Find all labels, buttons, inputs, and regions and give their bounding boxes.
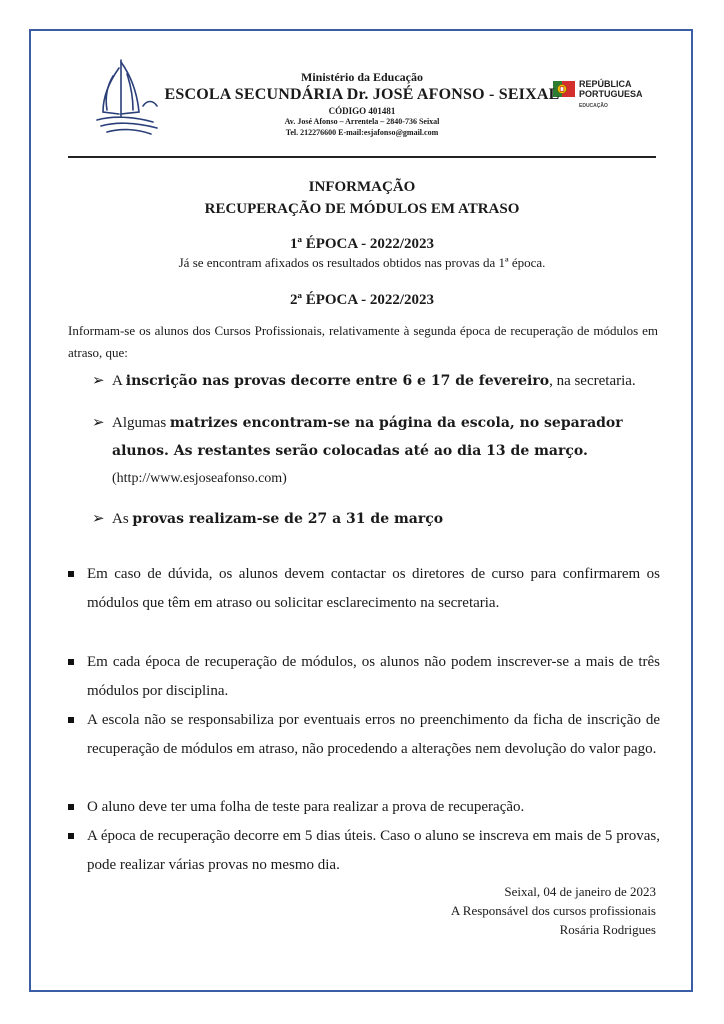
signature-place-date: Seixal, 04 de janeiro de 2023	[504, 884, 656, 899]
header-divider	[68, 156, 656, 158]
document-title: INFORMAÇÃO	[308, 179, 416, 195]
note-text: Em cada época de recuperação de módulos, os alunos não podem inscrever-se a mais de três módulos por disciplina.	[87, 654, 660, 699]
arrow-bullet-icon: ➢	[92, 415, 105, 431]
item2-bold: matrizes encontram-se na página da escola, no separador alunos. As restantes serão colocadas até ao dia 13 de março.	[112, 415, 623, 459]
arrow-bullet-icon: ➢	[92, 373, 105, 389]
note-text: O aluno deve ter uma folha de teste para realizar a prova de recuperação.	[87, 799, 525, 815]
arrow-item-exam-dates	[92, 505, 662, 533]
square-bullet-icon	[68, 804, 74, 810]
epoch2-heading: 2ª ÉPOCA - 2022/2023	[289, 292, 435, 308]
document-subtitle: RECUPERAÇÃO DE MÓDULOS EM ATRASO	[204, 201, 520, 217]
square-bullet-icon	[68, 717, 74, 723]
item2-pre: Algumas	[112, 415, 170, 431]
epoch2-intro: Informam-se os alunos dos Cursos Profissionais, relativamente à segunda época de recuperação de módulos em atraso, que:	[68, 323, 658, 360]
note-item	[68, 793, 660, 822]
square-bullet-icon	[68, 833, 74, 839]
square-bullet-icon	[68, 571, 74, 577]
note-item	[68, 822, 660, 880]
arrow-bullet-icon: ➢	[92, 511, 105, 527]
epoch1-text: Já se encontram afixados os resultados obtidos nas provas da 1ª época.	[178, 255, 546, 270]
republic-logo-text-2: PORTUGUESA	[579, 89, 643, 99]
arrow-item-matrices	[92, 409, 662, 465]
republic-logo-sub: EDUCAÇÃO	[579, 103, 608, 109]
school-website-link[interactable]: (http://www.esjoseafonso.com)	[112, 471, 287, 486]
ministry-name: Ministério da Educação	[301, 70, 423, 84]
note-item	[68, 560, 660, 618]
note-text: Em caso de dúvida, os alunos devem contactar os diretores de curso para confirmarem os módulos que têm em atraso ou solicitar esclarecimento na secretaria.	[87, 566, 660, 611]
signature-name: Rosária Rodrigues	[559, 922, 656, 937]
note-text: A época de recuperação decorre em 5 dias úteis. Caso o aluno se inscreva em mais de 5 provas, pode realizar várias provas no mesmo dia.	[87, 828, 660, 873]
school-contacts: Tel. 212276600 E-mail:esjafonso@gmail.com	[285, 128, 439, 137]
note-text: A escola não se responsabiliza por eventuais erros no preenchimento da ficha de inscrição de recuperação de módulos em atraso, não procedendo a alterações nem devolução do valor pago.	[87, 712, 660, 757]
item1-post: , na secretaria.	[549, 373, 636, 389]
epoch1-heading: 1ª ÉPOCA - 2022/2023	[289, 236, 435, 252]
note-item	[68, 706, 660, 764]
school-code: CÓDIGO 401481	[328, 106, 396, 116]
item1-bold: inscrição nas provas decorre entre 6 e 17 de fevereiro	[125, 373, 550, 389]
square-bullet-icon	[68, 659, 74, 665]
school-address: Av. José Afonso – Arrentela – 2840-736 Seixal	[284, 117, 440, 126]
school-name: ESCOLA SECUNDÁRIA Dr. JOSÉ AFONSO - SEIXAL	[164, 86, 560, 103]
note-item	[68, 648, 660, 706]
item3-bold: provas realizam-se de 27 a 31 de março	[132, 511, 444, 527]
signature-role: A Responsável dos cursos profissionais	[450, 903, 656, 918]
arrow-item-registration	[92, 367, 662, 395]
republic-logo-text-1: REPÚBLICA	[579, 79, 632, 89]
item3-pre: As	[112, 511, 133, 527]
item1-pre: A	[112, 373, 126, 389]
